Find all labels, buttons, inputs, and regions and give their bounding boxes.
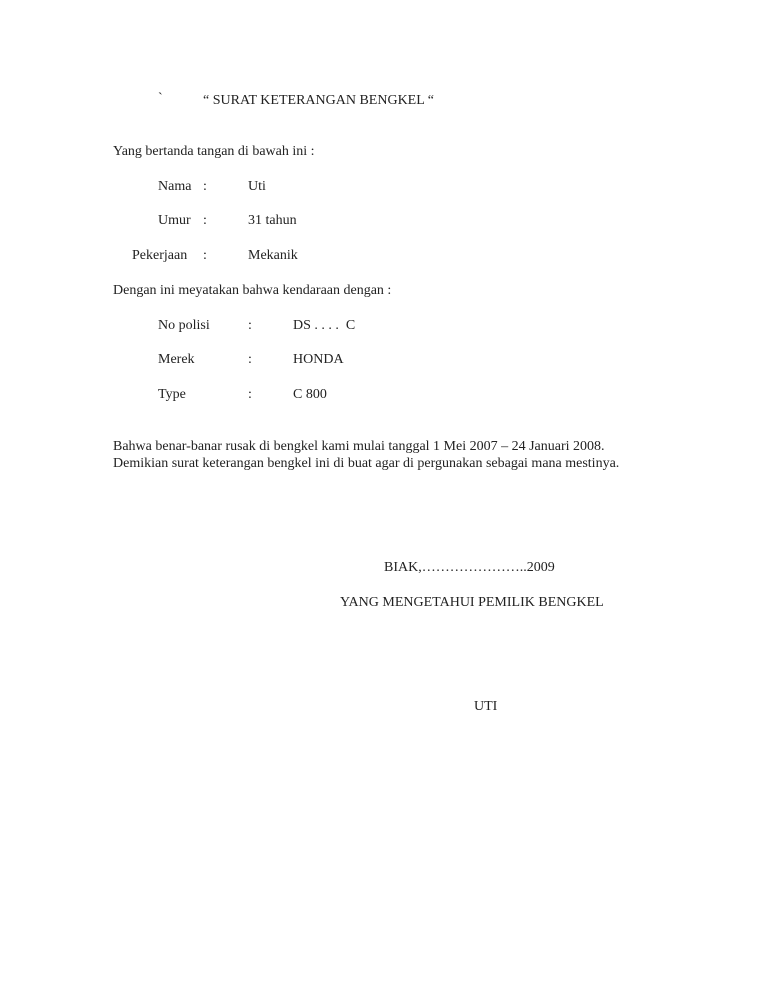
field-value-pekerjaan: Mekanik — [248, 248, 298, 263]
field-value-merek: HONDA — [293, 352, 344, 367]
field-separator: : — [248, 352, 252, 367]
field-separator: : — [203, 213, 207, 228]
field-label-umur: Umur — [158, 213, 191, 228]
letter-title: “ SURAT KETERANGAN BENGKEL “ — [203, 93, 434, 108]
field-label-type: Type — [158, 387, 186, 402]
field-label-merek: Merek — [158, 352, 195, 367]
stray-mark: ` — [158, 91, 163, 106]
place-date: BIAK,…………………..2009 — [384, 560, 555, 575]
field-value-no-polisi: DS . . . . C — [293, 318, 356, 333]
field-value-nama: Uti — [248, 179, 266, 194]
field-label-pekerjaan: Pekerjaan — [132, 248, 188, 263]
signature-name: UTI — [474, 699, 498, 714]
intro-line: Yang bertanda tangan di bawah ini : — [113, 144, 315, 159]
statement-line: Dengan ini meyatakan bahwa kendaraan dengan : — [113, 283, 392, 298]
field-value-umur: 31 tahun — [248, 213, 297, 228]
acknowledger-title: YANG MENGETAHUI PEMILIK BENGKEL — [340, 595, 604, 610]
field-separator: : — [203, 248, 207, 263]
body-paragraph — [113, 438, 658, 472]
body-line: Bahwa benar-banar rusak di bengkel kami mulai tanggal 1 Mei 2007 – 24 Januari 2008. — [113, 439, 605, 454]
field-label-no-polisi: No polisi — [158, 318, 210, 333]
field-separator: : — [248, 387, 252, 402]
field-value-type: C 800 — [293, 387, 327, 402]
field-separator: : — [248, 318, 252, 333]
body-line: Demikian surat keterangan bengkel ini di buat agar di pergunakan sebagai mana mestinya. — [113, 456, 620, 471]
field-label-nama: Nama — [158, 179, 192, 194]
field-separator: : — [203, 179, 207, 194]
